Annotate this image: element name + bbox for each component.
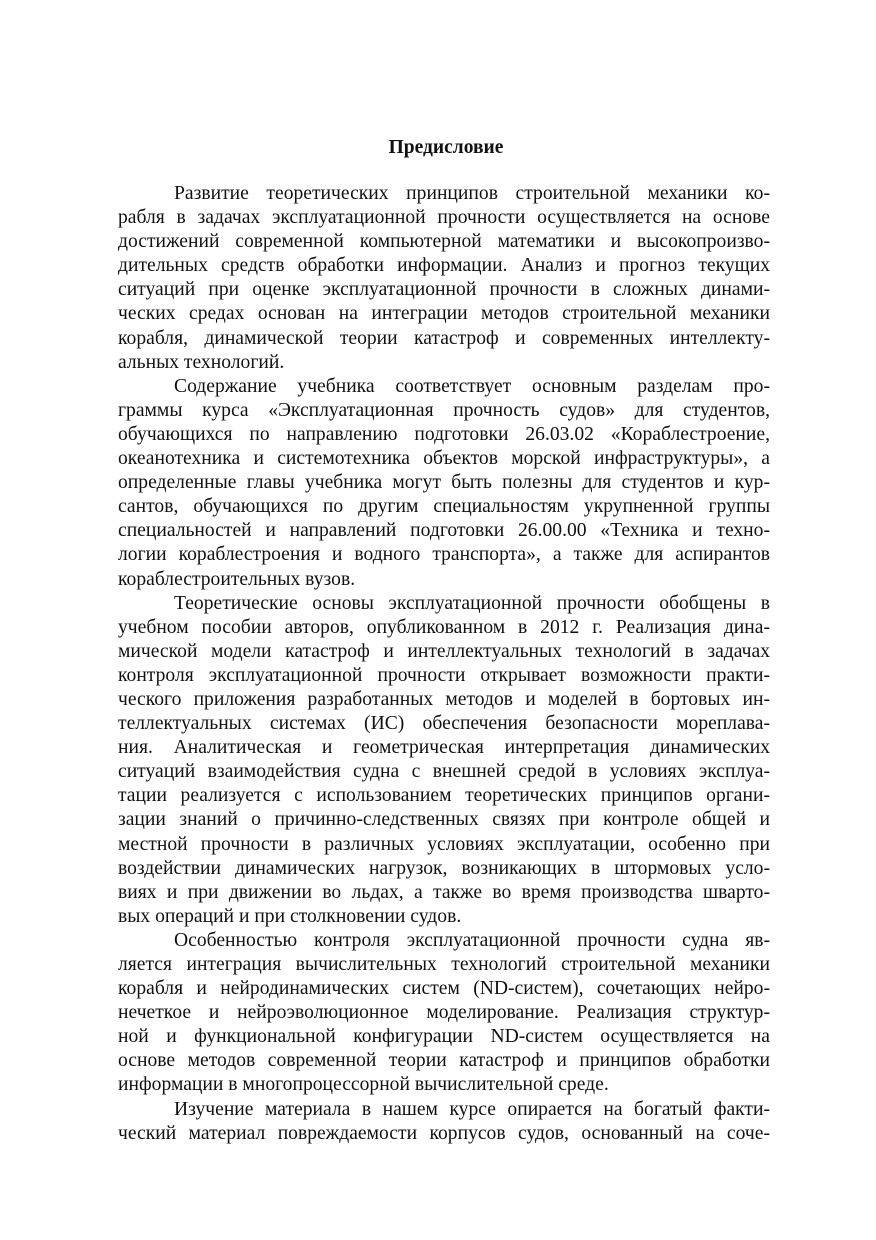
text-line: кораблестроительных вузов.	[118, 568, 356, 590]
text-line: основе методов современной теории катастроф и принципов обработки	[118, 1050, 770, 1072]
document-body	[118, 182, 770, 1146]
paragraph	[118, 1098, 770, 1146]
text-line: альных технологий.	[118, 351, 285, 373]
text-line: определенные главы учебника могут быть полезны для студентов и кур-	[118, 472, 770, 494]
text-line: обучающихся по направлению подготовки 26.03.02 «Кораблестроение,	[118, 423, 770, 445]
text-line: Теоретические основы эксплуатационной прочности обобщены в	[174, 592, 770, 614]
text-line: ляется интеграция вычислительных технологий строительной механики	[118, 954, 770, 975]
text-line: логии кораблестроения и водного транспорта», а также для аспирантов	[118, 544, 770, 566]
paragraph	[118, 375, 770, 592]
text-line: рабля в задачах эксплуатационной прочности осуществляется на основе	[118, 207, 770, 229]
text-line: контроля эксплуатационной прочности открывает возможности практи-	[118, 664, 770, 686]
text-line: океанотехника и системотехника объектов морской инфраструктуры», а	[118, 448, 770, 470]
text-line: ческих средах основан на интеграции методов строительной механики	[118, 303, 770, 325]
text-line: дительных средств обработки информации. Анализ и прогноз текущих	[118, 255, 770, 277]
text-line: воздействии динамических нагрузок, возникающих в штормовых усло-	[118, 857, 770, 879]
paragraph	[118, 929, 770, 1098]
text-line: ческого приложения разработанных методов и моделей в бортовых ин-	[118, 688, 770, 710]
text-line: корабля, динамической теории катастроф и современных интеллекту-	[118, 327, 770, 349]
text-line: ситуаций взаимодействия судна с внешней средой в условиях эксплуа-	[118, 761, 770, 783]
text-line: теллектуальных системах (ИС) обеспечения безопасности мореплава-	[118, 713, 770, 735]
text-line: Изучение материала в нашем курсе опирается на богатый факти-	[174, 1098, 770, 1120]
text-line: Особенностью контроля эксплуатационной прочности судна яв-	[174, 929, 770, 951]
text-line: нечеткое и нейроэволюционное моделирование. Реализация структур-	[118, 1002, 770, 1024]
text-line: вых операций и при столкновении судов.	[118, 905, 462, 927]
text-line: ной и функциональной конфигурации ND-систем осуществляется на	[118, 1026, 770, 1048]
text-line: ческий материал повреждаемости корпусов судов, основанный на соче-	[118, 1122, 770, 1144]
paragraph	[118, 182, 770, 375]
text-line: местной прочности в различных условиях эксплуатации, особенно при	[118, 833, 770, 855]
text-line: Содержание учебника соответствует основным разделам про-	[174, 375, 770, 397]
text-line: информации в многопроцессорной вычислительной среде.	[118, 1074, 609, 1096]
document-page	[118, 136, 770, 1146]
page-title: Предисловие	[388, 137, 504, 158]
text-line: тации реализуется с использованием теоретических принципов органи-	[118, 785, 770, 807]
text-line: корабля и нейродинамических систем (ND-систем), сочетающих нейро-	[118, 978, 770, 1000]
text-line: ситуаций при оценке эксплуатационной прочности в сложных динами-	[118, 279, 770, 301]
text-line: зации знаний о причинно-следственных связях при контроле общей и	[118, 809, 770, 831]
text-line: специальностей и направлений подготовки 26.00.00 «Техника и техно-	[118, 520, 770, 542]
text-line: мической модели катастроф и интеллектуальных технологий в задачах	[118, 640, 770, 662]
text-line: граммы курса «Эксплуатационная прочность судов» для студентов,	[118, 399, 770, 421]
text-line: учебном пособии авторов, опубликованном в 2012 г. Реализация дина-	[118, 616, 770, 638]
text-line: Развитие теоретических принципов строительной механики ко-	[174, 183, 770, 204]
text-line: ния. Аналитическая и геометрическая интерпретация динамических	[118, 737, 770, 759]
text-line: виях и при движении во льдах, а также во время производства шварто-	[118, 881, 770, 903]
text-line: сантов, обучающихся по другим специальностям укрупненной группы	[118, 496, 770, 518]
text-line: достижений современной компьютерной математики и высокопроизво-	[118, 231, 770, 253]
paragraph	[118, 592, 770, 929]
